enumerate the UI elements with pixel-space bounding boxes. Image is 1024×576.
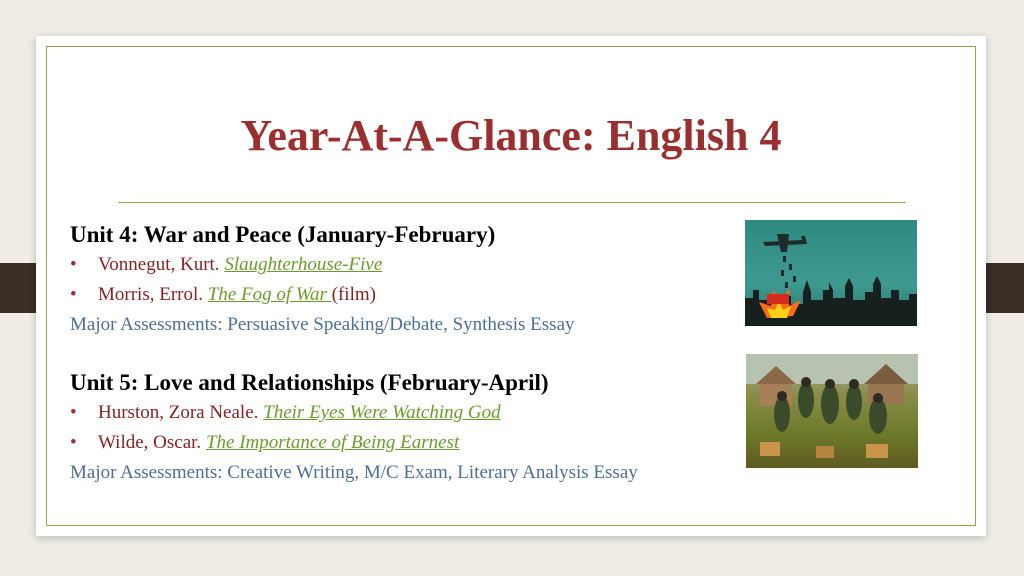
book-title-link[interactable]: Their Eyes Were Watching God: [263, 402, 501, 423]
book-author: Morris, Errol.: [98, 284, 208, 305]
list-item: [62, 250, 832, 280]
list-item: [62, 280, 832, 310]
bullet-icon: •: [70, 432, 77, 453]
unit-4-assessments: Major Assessments: Persuasive Speaking/Debate, Synthesis Essay: [70, 314, 575, 335]
title-divider: [118, 202, 906, 203]
book-format-note: (film): [331, 284, 376, 305]
war-image: [745, 220, 917, 326]
list-item: [62, 398, 832, 428]
painting-image: [746, 354, 918, 468]
unit-5-book-list: [62, 398, 832, 458]
slide-title: Year-At-A-Glance: English 4: [240, 111, 782, 160]
unit-4-book-list: [62, 250, 832, 310]
unit-5-heading: Unit 5: Love and Relationships (February-April): [70, 370, 549, 395]
unit-4-heading: Unit 4: War and Peace (January-February): [70, 222, 496, 247]
book-author: Hurston, Zora Neale.: [98, 402, 264, 423]
bullet-icon: •: [70, 254, 77, 275]
content-area: [62, 220, 832, 516]
unit-5-assessments: Major Assessments: Creative Writing, M/C Exam, Literary Analysis Essay: [70, 462, 638, 483]
list-item: [62, 428, 832, 458]
book-author: Vonnegut, Kurt.: [98, 254, 225, 275]
book-title-link[interactable]: The Importance of Being Earnest: [205, 432, 460, 453]
book-author: Wilde, Oscar.: [98, 432, 206, 453]
bullet-icon: •: [70, 284, 77, 305]
slide-card: [36, 36, 986, 536]
bullet-icon: •: [70, 402, 77, 423]
book-title-link[interactable]: The Fog of War: [207, 284, 332, 305]
book-title-link[interactable]: Slaughterhouse-Five: [224, 254, 383, 275]
